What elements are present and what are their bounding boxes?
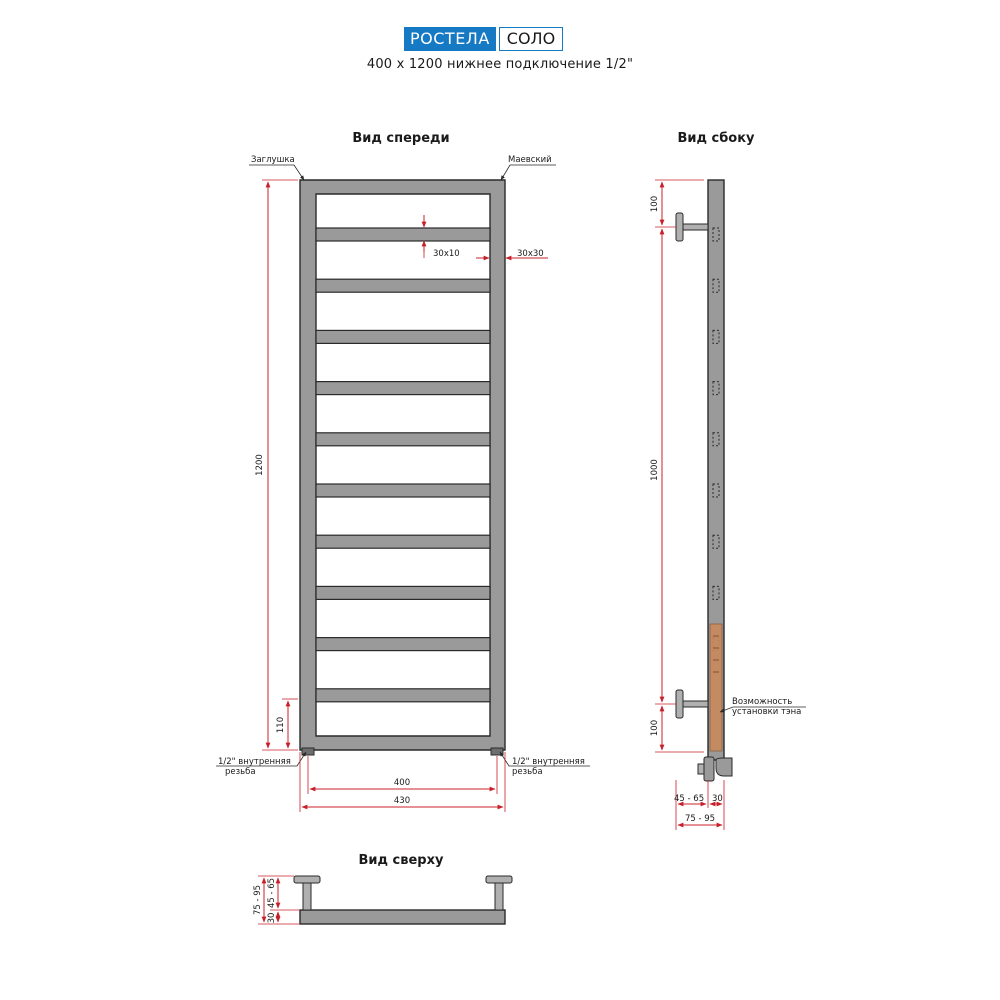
dim-post-text: 30x30: [517, 249, 544, 259]
front-view: [216, 131, 590, 812]
inlet-stub-left: [302, 748, 314, 755]
front-view-title: Вид спереди: [352, 131, 450, 146]
crossbar: [316, 330, 490, 343]
thread-label-right-2: резьба: [512, 767, 543, 777]
crossbars: [316, 228, 490, 702]
side-view-title: Вид сбоку: [677, 131, 755, 146]
top-bracket-left: [294, 876, 320, 910]
dim-width-inner-text: 400: [393, 778, 411, 788]
top-view-title: Вид сверху: [358, 853, 444, 868]
dim-crossbar-text: 30x10: [433, 249, 460, 259]
dim-height-text: 1200: [255, 454, 265, 476]
crossbar: [316, 433, 490, 446]
brand-name: РОСТЕЛА: [404, 27, 496, 51]
brand-model: СОЛО: [499, 27, 563, 51]
valve-label: Маевский: [508, 155, 552, 165]
crossbar: [316, 638, 490, 651]
side-dim-depth-1: 45 - 65: [674, 794, 705, 804]
heater-zone: [710, 624, 722, 751]
dim-width-outer-text: 430: [393, 796, 411, 806]
side-dim-depth-2: 75 - 95: [684, 814, 716, 824]
side-dim-bottom: 100: [650, 719, 660, 737]
thread-label-left-1: 1/2" внутренняя: [218, 757, 291, 767]
top-dim-a: 75 - 95: [253, 884, 263, 916]
crossbar: [316, 586, 490, 599]
side-dim-top: 100: [650, 195, 660, 213]
front-frame: [300, 180, 505, 750]
crossbar: [316, 279, 490, 292]
top-dim-c: 45 - 65: [267, 877, 277, 909]
heater-label-2: установки тэна: [732, 707, 802, 717]
top-dim-b: 30: [267, 912, 277, 924]
heater-label-1: Возможность: [732, 697, 793, 707]
top-view: [253, 853, 512, 924]
side-view: [650, 131, 806, 830]
crossbar: [316, 535, 490, 548]
top-frame: [300, 910, 505, 924]
side-dim-middle: 1000: [650, 459, 660, 481]
crossbar: [316, 484, 490, 497]
crossbar: [316, 689, 490, 702]
side-dim-depth-1b: 30: [712, 794, 723, 804]
thread-label-left-2: резьба: [225, 767, 256, 777]
wall-bracket-bottom: [676, 690, 708, 718]
wall-bracket-top: [676, 213, 708, 241]
dim-bottom-text: 110: [276, 716, 286, 734]
crossbar: [316, 382, 490, 395]
top-bracket-right: [486, 876, 512, 910]
crossbar: [316, 228, 490, 241]
plug-label: Заглушка: [251, 155, 295, 165]
page-subtitle: 400 x 1200 нижнее подключение 1/2": [366, 57, 634, 72]
thread-label-right-1: 1/2" внутренняя: [512, 757, 585, 767]
